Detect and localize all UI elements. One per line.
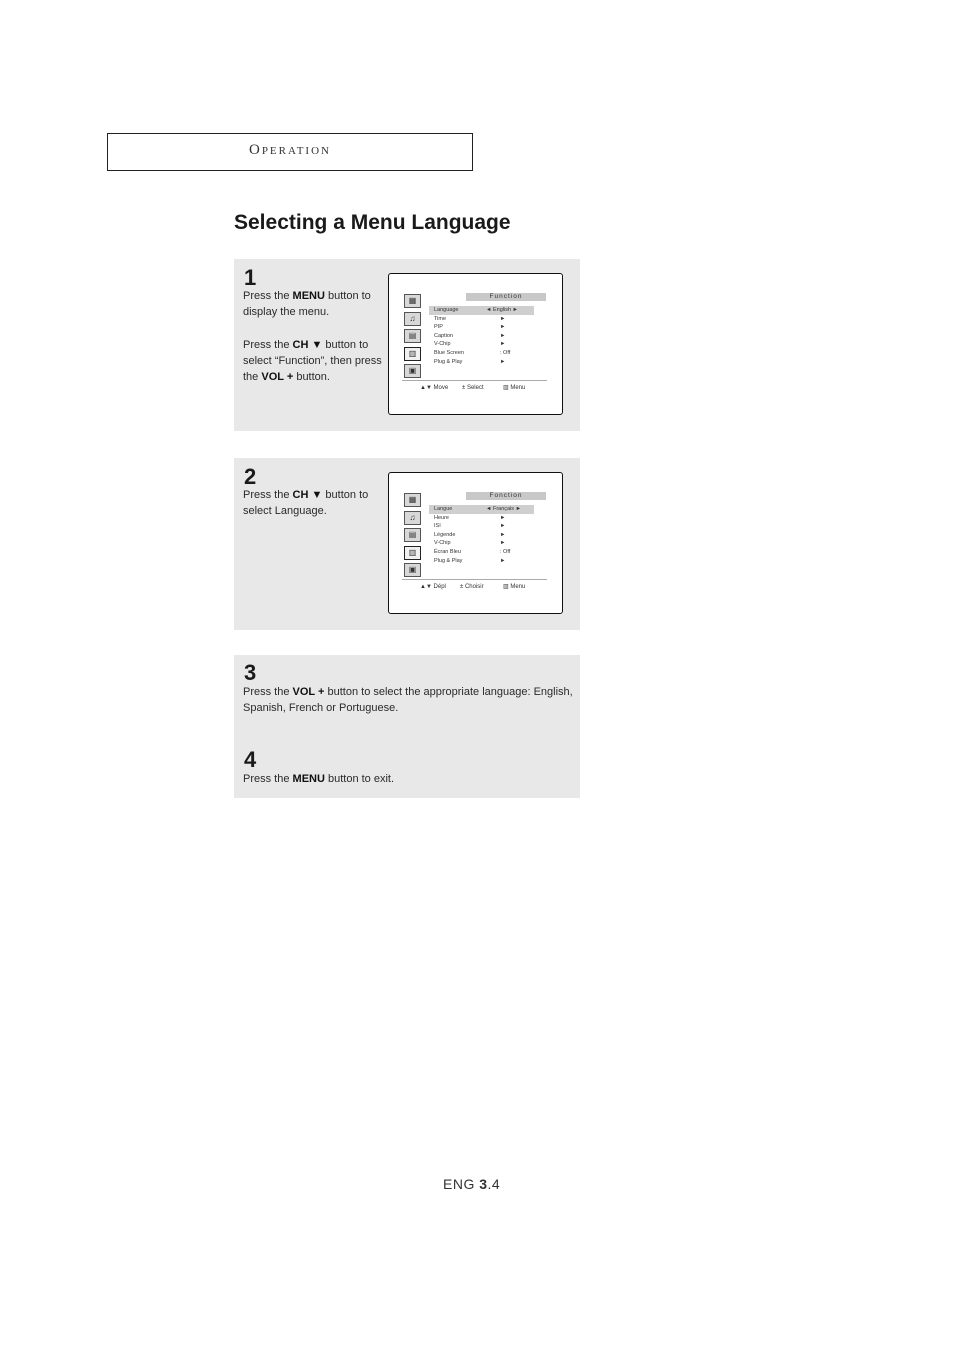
- section-title: Operation: [248, 142, 331, 158]
- step-2-panel: [234, 458, 580, 630]
- menu-row: Heure ►: [434, 514, 506, 521]
- channel-icon: ▤: [404, 528, 421, 542]
- setup-icon: ▣: [404, 364, 421, 378]
- step-number: 4: [244, 747, 257, 772]
- step-number: 3: [244, 660, 257, 685]
- menu-category-icons: [404, 294, 422, 382]
- menu-hint-bar: [402, 579, 547, 593]
- picture-icon: ▦: [404, 294, 421, 308]
- sound-icon: ♫: [404, 312, 421, 326]
- move-hint: ▲▼ Dépl: [420, 584, 446, 590]
- menu-title: Fonction: [466, 492, 546, 500]
- step-number: 1: [244, 265, 257, 290]
- select-hint: ± Choisir: [460, 584, 484, 590]
- tv-menu-screen: [388, 472, 563, 614]
- menu-row: Blue Screen : Off: [434, 349, 511, 356]
- step-instruction: Press the CH ▼ button to select Language.: [243, 489, 369, 518]
- menu-title: Function: [466, 293, 546, 301]
- sound-icon: ♫: [404, 511, 421, 525]
- tv-menu-screen: [388, 273, 563, 415]
- step-instruction: Press the MENU button to exit.: [243, 773, 395, 785]
- menu-category-icons: [404, 493, 422, 581]
- step-instruction: Press the MENU button to display the menu. Press the CH ▼ button to select “Function”, then press the VOL + button.: [243, 290, 382, 384]
- setup-icon: ▣: [404, 563, 421, 577]
- menu-row: Écran Bleu : Off: [434, 548, 511, 555]
- page-title: Selecting a Menu Language: [234, 211, 511, 234]
- function-icon: ▥: [404, 347, 421, 361]
- step-1-panel: [234, 259, 580, 431]
- menu-row: V-Chip ►: [434, 540, 506, 547]
- menu-row: Langue ◄ Français ►: [429, 505, 534, 514]
- menu-hint: ▥ Menu: [503, 385, 526, 391]
- menu-row: Légende ►: [434, 531, 506, 538]
- menu-hint-bar: [402, 380, 547, 394]
- picture-icon: ▦: [404, 493, 421, 507]
- step-number: 2: [244, 464, 257, 489]
- step-instruction: Press the VOL + button to select the appropriate language: English, Spanish, French or Portuguese.: [243, 686, 573, 715]
- menu-hint: ▥ Menu: [503, 584, 526, 590]
- select-hint: ± Select: [462, 385, 484, 391]
- menu-row: V-Chip ►: [434, 341, 506, 348]
- menu-row: Language ◄ English ►: [429, 306, 534, 315]
- menu-row: ISI ►: [434, 523, 506, 530]
- menu-row: Plug & Play ►: [434, 358, 506, 365]
- page-number: ENG 3.4: [443, 1176, 501, 1192]
- menu-row: Plug & Play ►: [434, 557, 506, 564]
- menu-row: PIP ►: [434, 324, 506, 331]
- menu-items: [429, 306, 534, 366]
- menu-row: Time ►: [434, 315, 506, 322]
- function-icon: ▥: [404, 546, 421, 560]
- section-header-box: [107, 133, 473, 171]
- channel-icon: ▤: [404, 329, 421, 343]
- menu-row: Caption ►: [434, 332, 506, 339]
- move-hint: ▲▼ Move: [420, 385, 449, 391]
- step-3-4-panel: [234, 655, 580, 798]
- menu-items: [429, 505, 534, 565]
